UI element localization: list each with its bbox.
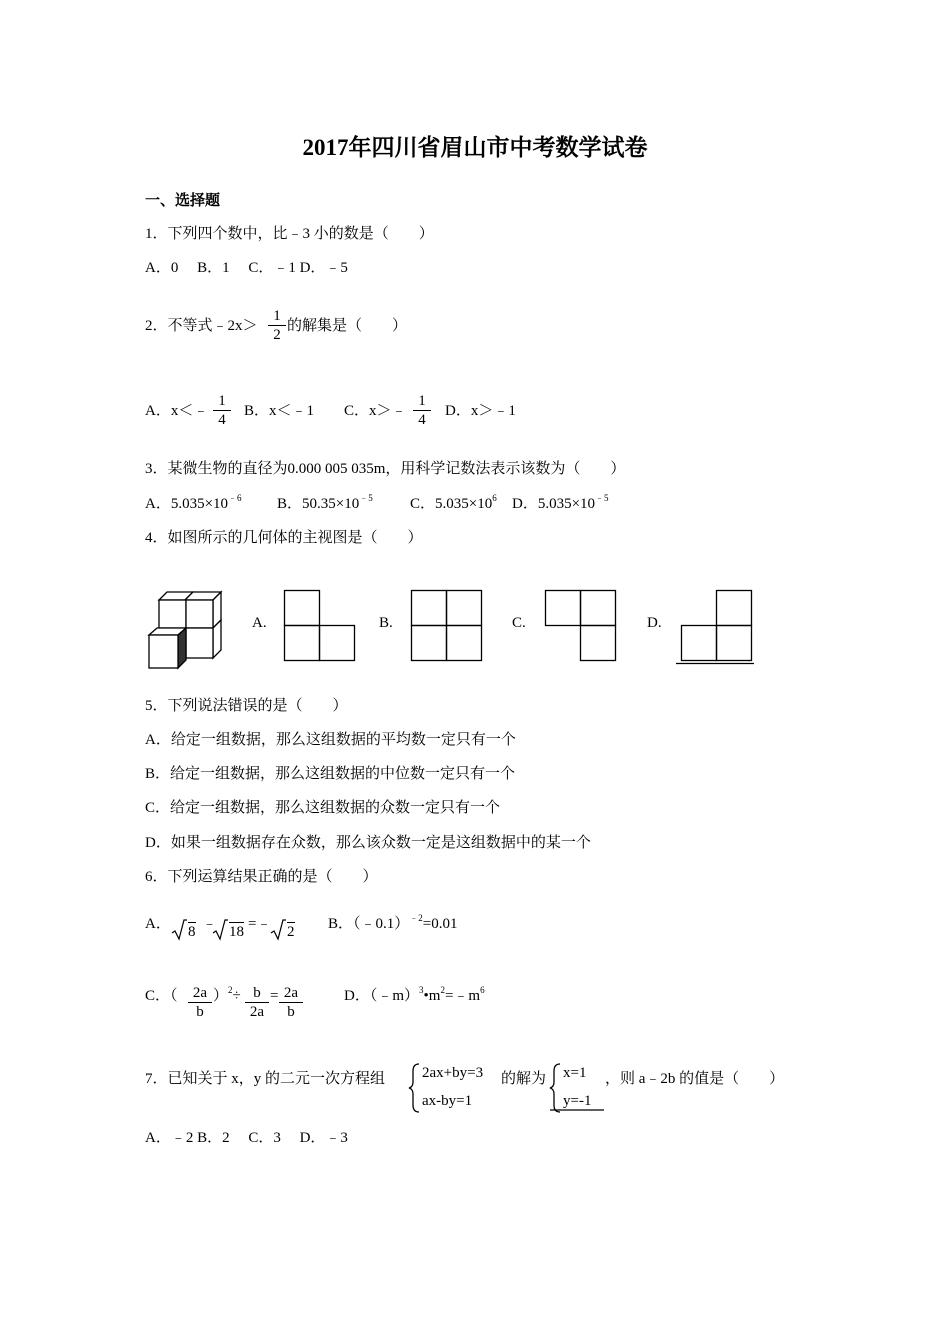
option-exponent: 3 — [419, 985, 424, 995]
option-text: ） — [213, 988, 229, 1004]
paren-close — [213, 986, 241, 1007]
fraction-numerator: 1 — [268, 307, 286, 326]
option-exponent: 2 — [440, 985, 445, 995]
fraction-denominator: b — [287, 1004, 295, 1020]
question-7-stem-post: ，则 a﹣2b 的值是（ ） — [605, 1071, 785, 1087]
equals-minus: =﹣ — [248, 916, 272, 932]
question-4-label-d: D. — [647, 615, 662, 631]
option-exponent: ﹣2 — [409, 913, 423, 923]
question-2-option-c: C．x＞﹣ — [344, 403, 407, 419]
option-base: B．50.35×10 — [277, 496, 360, 512]
question-1-options: A．0 B．1 C．﹣1 D．﹣5 — [145, 260, 348, 276]
fraction-one-quarter-a — [213, 392, 231, 429]
left-brace-icon — [550, 1063, 562, 1113]
question-6-option-a-label: A． — [145, 916, 171, 932]
question-4-label-c: C. — [512, 615, 526, 631]
section-heading: 一、选择题 — [145, 193, 221, 209]
option-base: D．5.035×10 — [512, 496, 596, 512]
system-equation-1: 2ax+by=3 — [422, 1065, 484, 1081]
fraction-numerator: 2a — [188, 984, 212, 1003]
radicand-2: 2 — [287, 924, 295, 940]
option-base: A．5.035×10 — [145, 496, 229, 512]
fraction-denominator: 2 — [273, 327, 281, 343]
fraction-numerator: 2a — [279, 984, 303, 1003]
radical-sign-icon — [212, 919, 228, 941]
fraction-denominator: 4 — [418, 412, 426, 428]
option-c-view — [545, 590, 617, 662]
option-exponent: 6 — [480, 985, 485, 995]
fraction-numerator: 1 — [213, 392, 231, 411]
fraction-2a-over-b — [188, 984, 212, 1021]
question-6-stem: 6．下列运算结果正确的是（ ） — [145, 869, 378, 885]
question-7-options: A．﹣2 B．2 C．3 D．﹣3 — [145, 1130, 348, 1146]
option-text: •m — [423, 988, 441, 1004]
option-exponent: 6 — [492, 493, 497, 503]
solution-x: x=1 — [563, 1065, 587, 1081]
question-2-stem-post: 的解集是（ ） — [287, 318, 408, 334]
question-6-option-b — [328, 914, 458, 935]
fraction-2a-over-b-result — [279, 984, 303, 1021]
fraction-denominator: 2a — [249, 1004, 265, 1020]
option-text: B．（﹣0.1） — [328, 916, 410, 932]
option-text: =﹣m — [444, 988, 481, 1004]
fraction-one-quarter-c — [413, 392, 431, 429]
question-3-option-d — [512, 494, 609, 515]
question-2-option-d: D．x＞﹣1 — [445, 403, 516, 419]
radicand-8: 8 — [188, 924, 196, 940]
equals-sign: = — [270, 988, 279, 1004]
question-3-option-c — [410, 494, 497, 515]
question-3-option-b — [277, 494, 373, 515]
option-d-view — [676, 589, 756, 665]
question-6-option-d — [344, 986, 485, 1007]
option-a-view — [284, 590, 356, 662]
question-3-option-a — [145, 494, 242, 515]
question-5-option-d: D．如果一组数据存在众数，那么该众数一定是这组数据中的某一个 — [145, 835, 591, 851]
system-equation-2: ax-by=1 — [422, 1093, 473, 1109]
option-text: =0.01 — [422, 916, 458, 932]
option-exponent: ﹣6 — [228, 493, 242, 503]
fraction-denominator: 4 — [218, 412, 226, 428]
question-4-label-a: A. — [252, 615, 267, 631]
fraction-one-half — [268, 307, 286, 344]
option-exponent: ﹣5 — [595, 493, 609, 503]
option-text: ÷ — [232, 988, 241, 1004]
solution-y: y=-1 — [563, 1093, 592, 1109]
option-exponent: 2 — [228, 985, 233, 995]
option-b-view — [411, 590, 483, 662]
question-2-option-a: A．x＜﹣ — [145, 403, 209, 419]
radical-sign-icon — [270, 919, 286, 941]
fraction-denominator: b — [196, 1004, 204, 1020]
question-7-stem-mid: 的解为 — [501, 1071, 547, 1087]
fraction-b-over-2a — [245, 984, 269, 1021]
question-5-option-c: C．给定一组数据，那么这组数据的众数一定只有一个 — [145, 800, 501, 816]
question-3-stem: 3．某微生物的直径为0.000 005 035m，用科学记数法表示该数为（ ） — [145, 461, 626, 477]
fraction-numerator: b — [245, 984, 269, 1003]
question-2-option-b: B．x＜﹣1 — [244, 403, 315, 419]
page-title: 2017年四川省眉山市中考数学试卷 — [302, 135, 648, 160]
radical-sign-icon — [171, 919, 187, 941]
question-5-option-a: A．给定一组数据，那么这组数据的平均数一定只有一个 — [145, 732, 516, 748]
option-text: D．（﹣m） — [344, 988, 420, 1004]
geometric-solid-figure — [145, 588, 235, 673]
question-5-stem: 5．下列说法错误的是（ ） — [145, 698, 348, 714]
solution-underline — [550, 1109, 606, 1112]
question-6-option-c-label: C．（ — [145, 988, 178, 1004]
fraction-numerator: 1 — [413, 392, 431, 411]
radicand-18: 18 — [229, 924, 244, 940]
option-base: C．5.035×10 — [410, 496, 493, 512]
minus-sign: ﹣ — [202, 916, 218, 932]
question-4-stem: 4．如图所示的几何体的主视图是（ ） — [145, 530, 423, 546]
left-brace-icon — [409, 1063, 421, 1113]
question-2-stem-pre: 2．不等式﹣2x＞ — [145, 318, 258, 334]
question-5-option-b: B．给定一组数据，那么这组数据的中位数一定只有一个 — [145, 766, 516, 782]
option-exponent: ﹣5 — [359, 493, 373, 503]
question-7-stem-pre: 7．已知关于 x，y 的二元一次方程组 — [145, 1071, 386, 1087]
question-1-stem: 1．下列四个数中，比﹣3 小的数是（ ） — [145, 226, 434, 242]
question-4-label-b: B. — [379, 615, 393, 631]
